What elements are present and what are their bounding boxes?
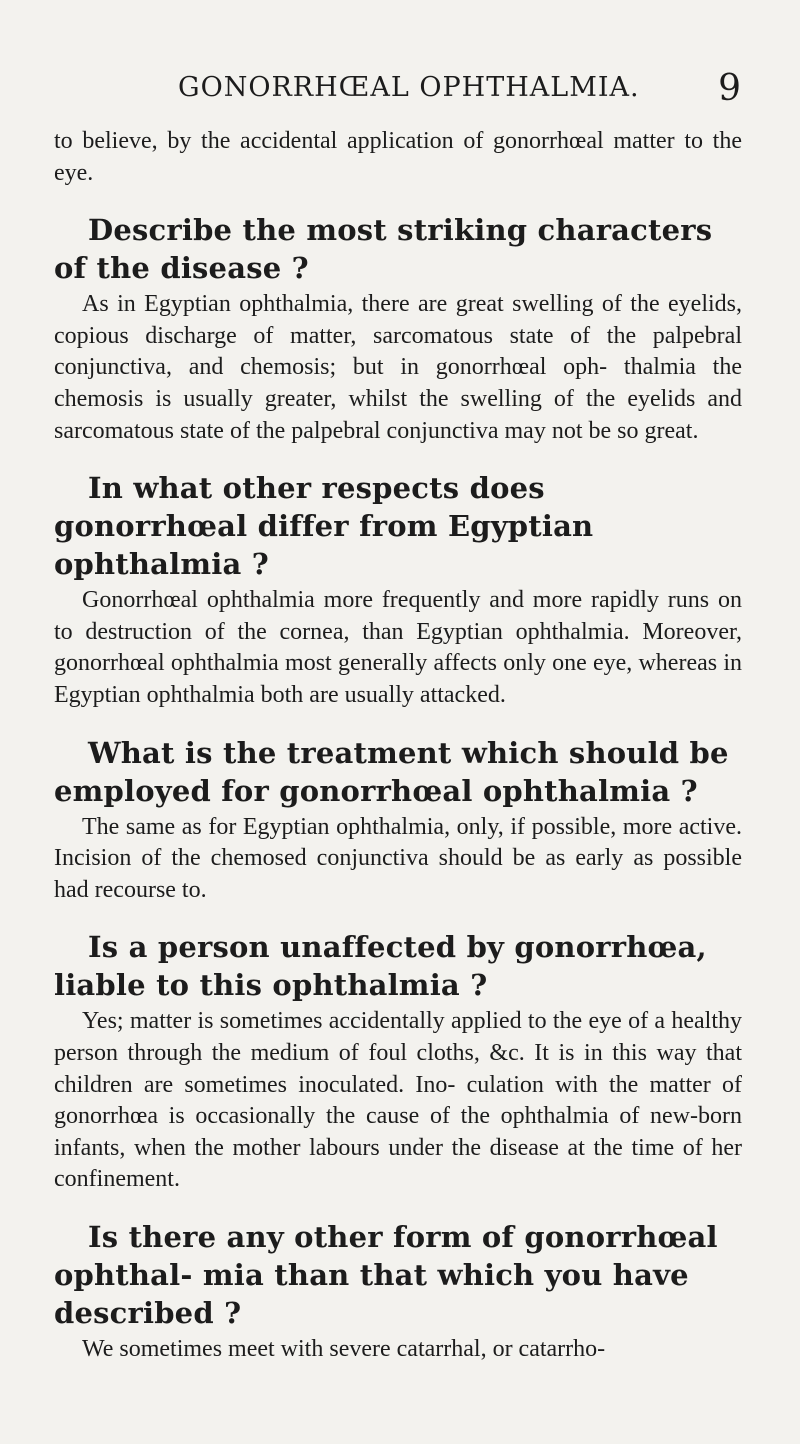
- question-2: In what other respects does gonorrhœal differ from Egyptian ophthalmia ?: [54, 471, 594, 582]
- question-1: Describe the most striking characters of the disease ?: [54, 213, 713, 286]
- answer-3: The same as for Egyptian ophthalmia, only, if possible, more active. Incision of the chemosed conjunctiva should be as early as possible had recourse to.: [54, 813, 742, 903]
- question-5: Is there any other form of gonorrhœal ophthal- mia than that which you have described ?: [54, 1219, 718, 1330]
- opening-paragraph: to believe, by the accidental application of gonorrhœal matter to the eye.: [54, 128, 742, 186]
- page-number: 9: [718, 68, 742, 109]
- answer-1: As in Egyptian ophthalmia, there are great swelling of the eyelids, copious discharge of matter, sarcomatous state of the palpebral conjunctiva, and chemosis; but in gonorrhœal oph- thalmia the chemosis is usually greater, whilst the swelling of the eyelids and sarcomatous state of the palpebral conjunctiva may not be so great.: [54, 291, 742, 444]
- running-head: [54, 68, 742, 116]
- answer-2: Gonorrhœal ophthalmia more frequently and more rapidly runs on to destruction of the cornea, than Egyptian ophthalmia. Moreover, gonorrhœal ophthalmia most generally affects only one eye, whereas in Egyptian ophthalmia both are usually attacked.: [54, 587, 742, 708]
- answer-5: We sometimes meet with severe catarrhal, or catarrho-: [82, 1335, 606, 1362]
- answer-4: Yes; matter is sometimes accidentally applied to the eye of a healthy person through the medium of foul cloths, &c. It is in this way that children are sometimes inoculated. Ino- culation with the matter of gonorrhœa is occasionally the cause of the ophthalmia of new-born infants, when the mother labours under the disease at the time of her confinement.: [54, 1008, 742, 1193]
- question-4: Is a person unaffected by gonorrhœa, liable to this ophthalmia ?: [54, 930, 707, 1003]
- question-3: What is the treatment which should be employed for gonorrhœal ophthalmia ?: [54, 735, 729, 808]
- running-title: GONORRHŒAL OPHTHALMIA.: [178, 72, 640, 103]
